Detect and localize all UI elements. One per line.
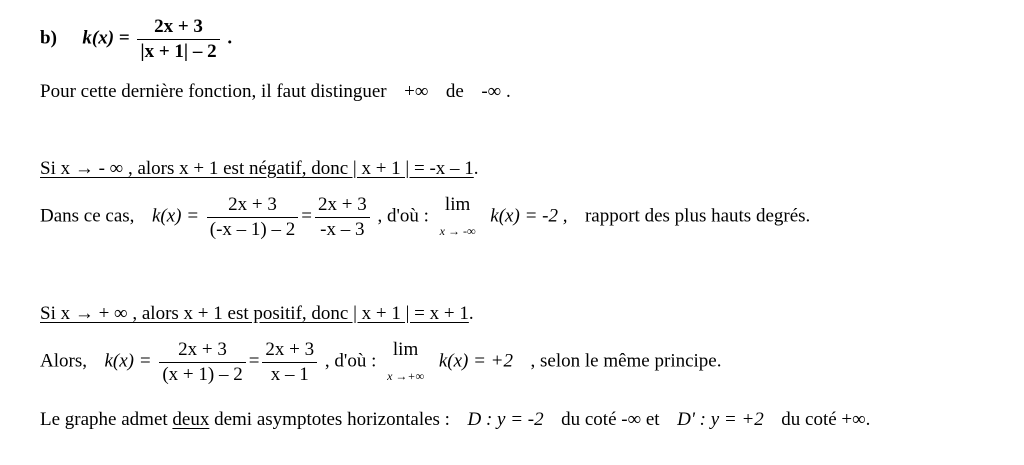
k-denominator: |x + 1| – 2 [140, 40, 217, 62]
case-pos-lim-sub: x →+∞ [387, 369, 425, 383]
conclusion-side2: du coté +∞. [781, 409, 871, 430]
case-neg-den2: -x – 3 [320, 218, 365, 240]
intro-de: de [445, 81, 464, 102]
case-neg-dou: , d'où : [377, 205, 429, 227]
case-pos-heading-end: . [468, 303, 474, 324]
case-neg-comment: rapport des plus hauts degrés. [584, 205, 811, 227]
asymptote-d1: D : y = -2 [467, 409, 544, 430]
k-fraction [137, 16, 219, 63]
case-pos-comment: , selon le même principe. [530, 350, 722, 372]
case-pos-den1: (x + 1) – 2 [162, 363, 243, 385]
asymptote-d2: D' : y = +2 [677, 409, 764, 430]
case-pos-heading-text: Si x → + ∞ , alors x + 1 est positif, donc | x + 1 | = x + 1 [40, 303, 469, 324]
case-pos-limit [387, 339, 424, 384]
case-neg-den1: (-x – 1) – 2 [209, 218, 296, 240]
case-neg-lim-word: lim [444, 194, 471, 215]
case-pos-heading [40, 303, 474, 325]
case-neg-lead: Dans ce cas, [40, 205, 135, 227]
conclusion-mid: demi asymptotes horizontales : [214, 409, 450, 430]
case-neg-eq: = [301, 205, 312, 227]
case-pos-fraction-2 [262, 339, 317, 386]
part-end: . [227, 27, 233, 49]
case-pos-func: k(x) = [104, 350, 152, 372]
case-neg-limit [440, 194, 476, 239]
case-pos-lead: Alors, [40, 350, 87, 372]
function-k: k(x) = [82, 27, 130, 49]
case-neg-num1: 2x + 3 [207, 194, 298, 218]
intro-text: Pour cette dernière fonction, il faut distinguer [40, 81, 387, 102]
case-neg-heading [40, 158, 479, 180]
case-pos-eq: = [248, 350, 260, 372]
part-label: b) [40, 27, 57, 49]
case-pos-num2: 2x + 3 [262, 339, 317, 363]
case-neg-fraction-1 [207, 194, 298, 241]
intro-plus-inf: +∞ [404, 81, 429, 102]
conclusion-sentence [40, 409, 870, 431]
case-pos-lim-word: lim [392, 339, 419, 360]
intro-end: . [505, 81, 511, 102]
case-pos-num1: 2x + 3 [159, 339, 245, 363]
case-neg-fraction-2 [315, 194, 370, 241]
part-b-title [40, 16, 232, 63]
case-neg-heading-text: Si x → - ∞ , alors x + 1 est négatif, donc | x + 1 | = -x – 1 [40, 158, 474, 179]
intro-sentence [40, 81, 511, 103]
case-pos-result: k(x) = +2 [438, 350, 513, 372]
case-pos-dou: , d'où : [324, 350, 377, 372]
case-neg-lim-sub: x → -∞ [439, 224, 476, 238]
k-numerator: 2x + 3 [137, 16, 219, 40]
case-neg-num2: 2x + 3 [315, 194, 370, 218]
case-neg-heading-end: . [473, 158, 479, 179]
case-pos-computation [40, 339, 722, 386]
case-pos-fraction-1 [159, 339, 245, 386]
case-neg-result: k(x) = -2 , [490, 205, 568, 227]
case-neg-func: k(x) = [151, 205, 200, 227]
conclusion-deux: deux [172, 409, 210, 430]
conclusion-pre: Le graphe admet [40, 409, 168, 430]
case-neg-computation [40, 194, 810, 241]
intro-minus-inf: -∞ [481, 81, 502, 102]
conclusion-side1: du coté -∞ et [561, 409, 660, 430]
case-pos-den2: x – 1 [270, 363, 309, 385]
